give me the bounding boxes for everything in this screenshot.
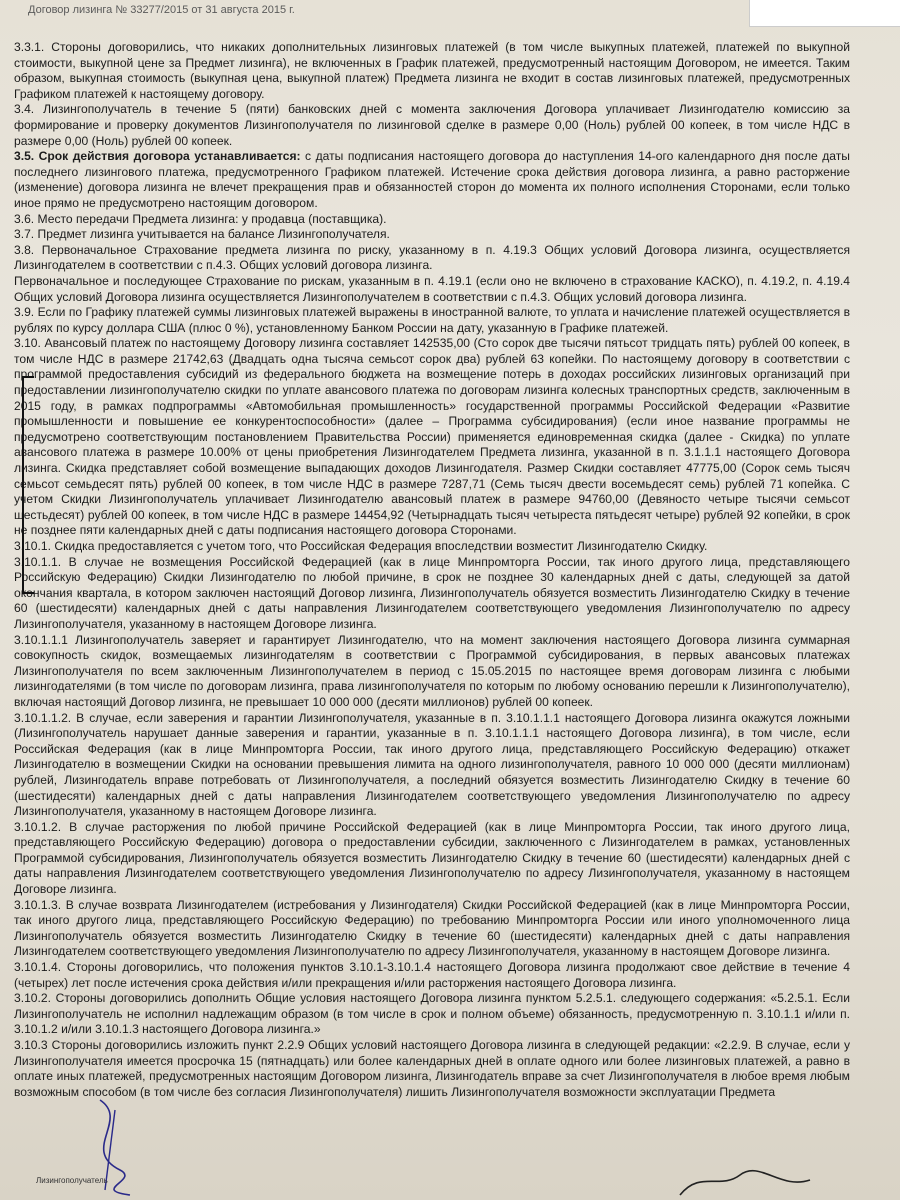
clause-3-10: 3.10. Авансовый платеж по настоящему Договору лизинга составляет 142535,00 (Сто сорок две тысячи пятьсот тридцать пять) рублей 00 копеек, в том числе НДС в размере 21742,63 (Двадцать одна тысяча семьсот сорок два) рублей 63 копейки. По настоящему договору в соответствии с программой предоставления субсидий из федерального бюджета на возмещение потерь в доходах российских лизинговых организаций при предоставлении лизингополучателю скидки по уплате авансового платежа по договорам лизинга колесных транспортных средств, заключенным в 2015 году, в рамках подпрограммы «Автомобильная промышленность» государственной программы Российской Федерации «Развитие промышленности и повышение ее конкурентоспособности» (далее – Программа субсидирования) (если иное название программы не предусмотрено соответствующим постановлением Правительства России) применяется единовременная скидка (далее - Скидка) по уплате авансового платежа в размере 10.00% от цены приобретения Лизингодателем Предмета лизинга, указанной в п. 3.1.1.1 настоящего Договора лизинга. Скидка представляет собой возмещение выпадающих доходов Лизингодателя. Размер Скидки составляет 47775,00 (Сорок семь тысяч семьсот семьдесят пять) рублей 00 копеек, в том числе НДС в размере 7287,71 (Семь тысяч двести восемьдесят семь) рублей 71 копейка. С учетом Скидки Лизингополучатель уплачивает Лизингодателю авансовый платеж в размере 94760,00 (Девяносто четыре тысячи семьсот шестьдесят) рублей 00 копеек, в том числе НДС в размере 14454,92 (Четырнадцать тысяч четыреста пятьдесят четыре) рублей 92 копейки, в срок не позднее пяти календарных дней с даты подписания настоящего договора Сторонами. [14, 336, 850, 538]
clause-3-8: 3.8. Первоначальное Страхование предмета лизинга по риску, указанному в п. 4.19.3 Общих условий Договора лизинга, осуществляется Лизингодателем в соответствии с п.4.3. Общих условий договора лизинга. [14, 242, 850, 273]
clause-3-4: 3.4. Лизингополучатель в течение 5 (пяти) банковских дней с момента заключения Договора уплачивает Лизингодателю комиссию за формирование и проверку документов Лизингополучателя по лизинговой сделке в размере 0,00 (Ноль) рублей 00 копеек, в том числе НДС в размере 0,00 (Ноль) рублей 00 копеек. [14, 102, 850, 148]
handwritten-signature-right [660, 1150, 860, 1200]
party-label: Лизингополучатель [36, 1176, 108, 1185]
clause-3-9: 3.9. Если по Графику платежей суммы лизинговых платежей выражены в иностранной валюте, то уплата и начисление платежей осуществляется в рублях по курсу доллара США (плюс 0 %), установленному Банком России на дату, указанную в Графике платежей. [14, 305, 850, 335]
clause-3-10-1-4: 3.10.1.4. Стороны договорились, что положения пунктов 3.10.1-3.10.1.4 настоящего Договора лизинга продолжают свое действие в течение 4 (четырех) лет после истечения срока действия и/или прекращения и/или расторжения настоящего Договора лизинга. [14, 960, 850, 990]
clause-3-10-2: 3.10.2. Стороны договорились дополнить Общие условия настоящего Договора лизинга пунктом 5.2.5.1. следующего содержания: «5.2.5.1. Если Лизингополучатель не исполнил надлежащим образом (в том числе в срок и полном объеме) обязанность, предусмотренную п. 3.10.1.1 и/или п. 3.10.1.2 и/или 3.10.1.3 настоящего Договора лизинга.» [14, 991, 850, 1037]
clause-3-10-1-1-1: 3.10.1.1.1 Лизингополучатель заверяет и гарантирует Лизингодателю, что на момент заключения настоящего Договора лизинга суммарная совокупность скидок, возмещаемых лизингодателям в соответствии с Программой субсидирования, в первых авансовых платежах Лизингополучателя по всем заключенным Лизингополучателем в период с 15.05.2015 по настоящее время договорам лизинга с любыми лизингодателями (в том числе по договорам лизинга, права лизингополучателя по которым по любому основанию перешли к Лизингополучателю), включая настоящий Договор лизинга, не превышает 10 000 000 (десяти миллионов) рублей 00 копеек. [14, 632, 850, 709]
document-body [14, 40, 850, 1100]
page-corner-fold [749, 0, 900, 27]
clause-3-5-heading: 3.5. Срок действия договора устанавливается: [14, 149, 301, 164]
clause-3-10-1-1: 3.10.1.1. В случае не возмещения Российской Федерацией (как в лице Минпромторга России, так иного другого лица, представляющего Российскую Федерацию) Скидки Лизингодателю по любой причине, в срок не позднее 30 календарных дней с даты, следующей за датой окончания квартала, в котором заключен настоящий Договор лизинга, Лизингополучатель обязуется возместить Лизингодателю Скидку в течение 60 (шестидесяти) календарных дней с даты направления Лизингодателем соответствующего уведомления Лизингополучателю по адресу Лизингополучателя, указанному в настоящем Договоре лизинга. [14, 554, 850, 631]
clause-3-5-text: с даты подписания настоящего договора до наступления 14-ого календарного дня после даты последнего лизингового платежа, предусмотренного Графиком платежей. Истечение срока действия договора лизинга, а равно расторжение (изменение) договора лизинга не влечет прекращения прав и обязанностей сторон до момента их полного исполнения Сторонами, если только иное прямо не предусмотрено настоящим договором. [14, 149, 850, 210]
clause-3-10-3: 3.10.3 Стороны договорились изложить пункт 2.2.9 Общих условий настоящего Договора лизинга в следующей редакции: «2.2.9. В случае, если у Лизингополучателя имеется просрочка 15 (пятнадцать) или более календарных дней в оплате одного или более лизинговых платежей, а равно в оплате иных платежей, предусмотренных настоящим Договором лизинга, Лизингодатель вправе за счет Лизингополучателя в любое время любым возможным способом (в том числе без согласия Лизингополучателя) лишить Лизингополучателя возможности эксплуатации Предмета [14, 1038, 850, 1099]
document-header: Договор лизинга № 33277/2015 от 31 августа 2015 г. [28, 4, 295, 16]
clause-3-6: 3.6. Место передачи Предмета лизинга: у продавца (поставщика). [14, 211, 387, 226]
clause-3-5 [14, 149, 850, 211]
clause-3-7: 3.7. Предмет лизинга учитывается на балансе Лизингополучателя. [14, 227, 390, 242]
handwritten-bracket-mark [22, 376, 34, 594]
clause-3-8-continued: Первоначальное и последующее Страхование по рискам, указанным в п. 4.19.1 (если оно не включено в страхование КАСКО), п. 4.19.2, п. 4.19.4 Общих условий Договора лизинга осуществляется Лизингополучателем в соответствии с п.4.3. Общих условий договора лизинга. [14, 273, 850, 304]
clause-3-10-1-2: 3.10.1.2. В случае расторжения по любой причине Российской Федерацией (как в лице Минпромторга России, так иного другого лица, представляющего Российскую Федерацию) договора о предоставлении субсидии, заключенного с Лизингодателем в рамках, установленных Программой субсидирования, Лизингополучатель обязуется возместить Лизингодателю Скидку в течение 60 (шестидесяти) календарных дней с даты направления Лизингодателем соответствующего уведомления Лизингополучателю по адресу Лизингополучателя, указанному в настоящем Договоре лизинга. [14, 819, 850, 897]
clause-3-10-1-3: 3.10.1.3. В случае возврата Лизингодателем (истребования у Лизингодателя) Скидки Российской Федерацией (как в лице Минпромторга России, так иного другого лица, представляющего Российскую Федерацию) по требованию Минпромторга России или иного уполномоченного лица Лизингополучатель обязуется возместить Лизингодателю Скидку в течение 60 (шестидесяти) календарных дней с даты направления Лизингодателем соответствующего уведомления Лизингополучателю по адресу Лизингополучателя, указанному в настоящем Договоре лизинга. [14, 897, 850, 959]
clause-3-10-1-1-2: 3.10.1.1.2. В случае, если заверения и гарантии Лизингополучателя, указанные в п. 3.10.1.1.1 настоящего Договора лизинга окажутся ложными (Лизингополучатель нарушает данные заверения и гарантии, указанные в п. 3.10.1.1.1 настоящего Договора лизинга), в том числе, если Российская Федерация (как в лице Минпромторга России, так иного другого лица, представляющего Российскую Федерацию) откажет Лизингодателю в возмещении Скидки на основании превышения лимита на одного лизингополучателя, равного 10 000 000 (десяти миллионам) рублей, Лизингодатель вправе потребовать от Лизингополучателя, а последний обязуется возместить Лизингодателю Скидку в течение 60 (шестидесяти) календарных дней с даты направления Лизингодателем соответствующего уведомления Лизингополучателю по адресу Лизингополучателя, указанному в настоящем Договоре лизинга. [14, 710, 850, 819]
clause-3-10-1: 3.10.1. Скидка предоставляется с учетом того, что Российская Федерация впоследствии возместит Лизингодателю Скидку. [14, 539, 708, 553]
clause-3-3-1: 3.3.1. Стороны договорились, что никаких дополнительных лизинговых платежей (в том числе выкупных платежей, платежей по выкупной стоимости, выкупной цене за Предмет лизинга), не включенных в График платежей, предусмотренный настоящим Договором, не имеется. Таким образом, выкупная стоимость (выкупная цена, выкупной платеж) Предмета лизинга не входит в состав лизинговых платежей, предусмотренных Графиком платежей к настоящему договору. [14, 40, 850, 101]
